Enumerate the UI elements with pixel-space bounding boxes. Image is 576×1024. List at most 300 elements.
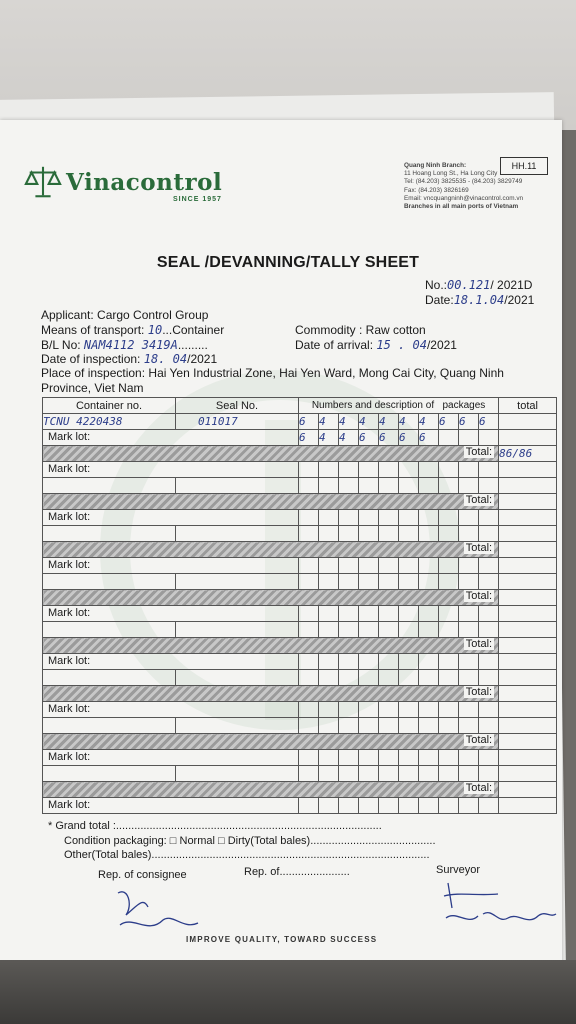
pkg-cell [479, 606, 499, 622]
grand-total: * Grand total :....................................................................................... [48, 820, 382, 832]
branch-line: 11 Hoang Long St., Ha Long City [404, 170, 498, 178]
pkg-cell [399, 462, 419, 478]
pkg-cell [479, 558, 499, 574]
pkg-cell [459, 430, 479, 446]
total-bar [43, 590, 499, 606]
surveyor-signature [438, 878, 558, 938]
col-packages-word: packages [442, 400, 486, 411]
pkg-cell [499, 574, 557, 590]
total-value [499, 590, 557, 606]
pkg-cell [399, 478, 419, 494]
pkg-cell [459, 750, 479, 766]
pkg-cell [499, 670, 557, 686]
pkg-cell [319, 654, 339, 670]
total-bar [43, 686, 499, 702]
empty-cell [43, 718, 176, 734]
table-row [43, 414, 557, 430]
empty-cell [176, 478, 299, 494]
pkg-cell [419, 510, 439, 526]
empty-cell [43, 766, 176, 782]
pkg-cell: 6 [439, 414, 459, 430]
pkg-cell [459, 574, 479, 590]
pkg-cell [379, 750, 399, 766]
arrival-label: Date of arrival: [295, 338, 374, 352]
pkg-cell [359, 798, 379, 814]
inspection-label: Date of inspection: [41, 352, 141, 366]
total-value [499, 686, 557, 702]
total-value [499, 638, 557, 654]
pkg-cell: 4 [399, 414, 419, 430]
pkg-cell [319, 606, 339, 622]
pkg-cell [439, 478, 459, 494]
pkg-cell [459, 510, 479, 526]
mark-lot-cell [43, 798, 299, 814]
pkg-cell [439, 654, 459, 670]
total-label: Total: [465, 734, 493, 746]
pkg-cell [439, 798, 459, 814]
pkg-cell [319, 798, 339, 814]
pkg-cell [499, 702, 557, 718]
mark-lot-label: Mark lot: [48, 799, 91, 811]
brand-since: SINCE 1957 [173, 196, 222, 203]
pkg-cell [419, 654, 439, 670]
pkg-cell [399, 750, 419, 766]
seal-number: 011017 [176, 414, 299, 430]
pkg-cell [479, 798, 499, 814]
pkg-cell [359, 574, 379, 590]
pkg-cell [379, 766, 399, 782]
arrival-value: 15 . 04 [376, 338, 427, 352]
total-row [43, 542, 557, 558]
pkg-cell [479, 702, 499, 718]
empty-cell [176, 766, 299, 782]
pkg-cell [439, 558, 459, 574]
pkg-cell [499, 766, 557, 782]
total-bar [43, 494, 499, 510]
table-row [43, 606, 557, 622]
pkg-cell [299, 574, 319, 590]
pkg-cell [499, 510, 557, 526]
total-value [499, 542, 557, 558]
arrival-date [295, 338, 457, 352]
empty-cell [43, 622, 176, 638]
mark-lot-label: Mark lot: [48, 655, 91, 667]
table-row [43, 750, 557, 766]
pkg-cell [459, 766, 479, 782]
pkg-cell [399, 526, 419, 542]
pkg-cell [339, 606, 359, 622]
pkg-cell [359, 750, 379, 766]
pkg-cell [339, 558, 359, 574]
inspection-value: 18. 04 [143, 352, 188, 366]
container-number: TCNU 4220438 [43, 414, 176, 430]
slogan: IMPROVE QUALITY, TOWARD SUCCESS [186, 935, 378, 944]
pkg-cell [459, 654, 479, 670]
pkg-cell [459, 606, 479, 622]
sheet-number [425, 278, 532, 292]
pkg-cell: 6 [359, 430, 379, 446]
pkg-cell: 4 [319, 430, 339, 446]
pkg-cell [339, 622, 359, 638]
pkg-cell [299, 750, 319, 766]
mark-lot-label: Mark lot: [48, 511, 91, 523]
total-value [499, 782, 557, 798]
pkg-cell [339, 510, 359, 526]
pkg-cell [339, 718, 359, 734]
mark-lot-cell [43, 462, 299, 478]
mark-lot-cell [43, 430, 299, 446]
total-row [43, 494, 557, 510]
pkg-cell [299, 766, 319, 782]
pkg-cell [359, 702, 379, 718]
transport-value: 10 [147, 323, 163, 337]
pkg-cell [459, 798, 479, 814]
pkg-cell [479, 478, 499, 494]
pkg-cell [419, 750, 439, 766]
pkg-cell [299, 718, 319, 734]
pkg-cell [299, 702, 319, 718]
pkg-cell [459, 558, 479, 574]
empty-cell [176, 718, 299, 734]
total-label: Total: [465, 590, 493, 602]
col-container: Container no. [43, 398, 176, 414]
mark-lot-label: Mark lot: [48, 431, 91, 443]
total-label: Total: [465, 686, 493, 698]
empty-cell [43, 670, 176, 686]
consignee-signature [108, 885, 203, 940]
pkg-cell [459, 462, 479, 478]
total-cell [499, 414, 557, 430]
pkg-cell [379, 526, 399, 542]
sheet-date-label: Date: [425, 293, 454, 307]
pkg-cell [359, 654, 379, 670]
transport [41, 323, 224, 337]
pkg-cell [359, 526, 379, 542]
pkg-cell [479, 510, 499, 526]
pkg-cell [419, 670, 439, 686]
table-row [43, 718, 557, 734]
pkg-cell [339, 750, 359, 766]
empty-blocks [43, 462, 557, 814]
pkg-cell [419, 622, 439, 638]
pkg-cell [379, 798, 399, 814]
table-row [43, 574, 557, 590]
pkg-cell [299, 462, 319, 478]
pkg-cell [399, 622, 419, 638]
pkg-cell [359, 622, 379, 638]
mark-lot-label: Mark lot: [48, 751, 91, 763]
pkg-cell [359, 766, 379, 782]
total-label: Total: [465, 638, 493, 650]
pkg-cell [479, 718, 499, 734]
pkg-cell [379, 622, 399, 638]
table-row [43, 478, 557, 494]
pkg-cell [319, 478, 339, 494]
pkg-cell [319, 670, 339, 686]
table-row [43, 766, 557, 782]
pkg-cell [439, 430, 459, 446]
pkg-cell [359, 718, 379, 734]
pkg-cell [479, 430, 499, 446]
pkg-cell [419, 798, 439, 814]
table-row [43, 430, 557, 446]
applicant: Applicant: Cargo Control Group [41, 308, 209, 322]
pkg-cell [319, 766, 339, 782]
pkg-cell [339, 766, 359, 782]
pkg-cell [299, 558, 319, 574]
pkg-cell: 4 [339, 430, 359, 446]
total-cell [499, 430, 557, 446]
pkg-cell [379, 654, 399, 670]
surveyor: Surveyor [436, 864, 481, 876]
branch-line: Fax: (84.203) 3826169 [404, 186, 469, 194]
pkg-cell: 6 [379, 430, 399, 446]
total-label: Total: [465, 446, 493, 458]
pkg-cell [499, 622, 557, 638]
pkg-cell [459, 670, 479, 686]
total-bar [43, 542, 499, 558]
branch-line: Tel: (84.203) 3825535 - (84.203) 3829749 [404, 178, 523, 186]
inspection-place: Place of inspection: Hai Yen Industrial Zone, Hai Yen Ward, Mong Cai City, Quang Ninh [41, 366, 504, 380]
pkg-cell [439, 462, 459, 478]
table-row [43, 702, 557, 718]
total-bar [43, 734, 499, 750]
pkg-cell [399, 718, 419, 734]
pkg-cell [399, 654, 419, 670]
pkg-cell [419, 606, 439, 622]
transport-suffix: ...Container [162, 323, 225, 337]
pkg-cell [379, 670, 399, 686]
pkg-cell [339, 670, 359, 686]
pkg-cell [419, 574, 439, 590]
bl-suffix: ......... [177, 338, 208, 352]
pkg-cell [419, 478, 439, 494]
pkg-cell: 6 [459, 414, 479, 430]
tally-table [42, 397, 557, 814]
other-bales: Other(Total bales)........................................................................................... [64, 849, 430, 861]
pkg-cell [399, 670, 419, 686]
condition-packaging: Condition packaging: □ Normal □ Dirty(Total bales)......................................... [64, 835, 436, 847]
inspection-suffix: /2021 [187, 352, 218, 366]
pkg-cell: 4 [339, 414, 359, 430]
pkg-cell [339, 798, 359, 814]
pkg-cell [359, 478, 379, 494]
pkg-cell [379, 702, 399, 718]
inspection-place-2: Province, Viet Nam [41, 381, 144, 395]
pkg-cell [499, 750, 557, 766]
pkg-cell [399, 558, 419, 574]
table-header [43, 398, 557, 414]
mark-lot-cell [43, 606, 299, 622]
mark-lot-cell [43, 558, 299, 574]
pkg-cell [339, 574, 359, 590]
pkg-cell [499, 462, 557, 478]
scales-icon [24, 163, 62, 201]
bl-value: NAM4112 3419A [83, 338, 178, 352]
total-label: Total: [465, 494, 493, 506]
rep-consignee: Rep. of consignee [98, 869, 187, 881]
table-row [43, 462, 557, 478]
pkg-cell [399, 510, 419, 526]
pkg-cell [379, 574, 399, 590]
pkg-cell [439, 766, 459, 782]
pkg-cell [359, 510, 379, 526]
total-row [43, 638, 557, 654]
pkg-cell [439, 670, 459, 686]
pkg-cell [439, 526, 459, 542]
total-value: 86/86 [499, 446, 557, 462]
branch-line: Email: vncquangninh@vinacontrol.com.vn [404, 194, 524, 202]
empty-cell [43, 526, 176, 542]
total-row [43, 446, 557, 462]
table-row [43, 558, 557, 574]
bl-number [41, 338, 208, 352]
pkg-cell [399, 798, 419, 814]
pkg-cell [299, 606, 319, 622]
empty-cell [43, 478, 176, 494]
pkg-cell [499, 478, 557, 494]
pkg-cell [419, 526, 439, 542]
pkg-cell [399, 606, 419, 622]
pkg-cell [359, 462, 379, 478]
pkg-cell [459, 478, 479, 494]
form-code-box: HH.11 [500, 157, 548, 175]
pkg-cell [459, 718, 479, 734]
pkg-cell: 4 [419, 414, 439, 430]
pkg-cell [439, 574, 459, 590]
empty-cell [176, 622, 299, 638]
empty-cell [176, 526, 299, 542]
pkg-cell [339, 462, 359, 478]
pkg-cell [319, 462, 339, 478]
pkg-cell [379, 718, 399, 734]
pkg-cell [379, 606, 399, 622]
pkg-cell [459, 702, 479, 718]
table-row [43, 798, 557, 814]
pkg-cell [439, 606, 459, 622]
mark-lot-cell [43, 654, 299, 670]
pkg-cell: 4 [319, 414, 339, 430]
pkg-cell [319, 718, 339, 734]
pkg-cell [439, 622, 459, 638]
pkg-cell [419, 558, 439, 574]
branch-line: Branches in all main ports of Vietnam [404, 203, 519, 211]
pkg-cell [379, 558, 399, 574]
pkg-cell [479, 526, 499, 542]
pkg-cell [479, 766, 499, 782]
pkg-cell: 6 [299, 430, 319, 446]
pkg-cell [439, 510, 459, 526]
pkg-cell [479, 670, 499, 686]
sheet-number-label: No.: [425, 278, 448, 292]
table-row [43, 526, 557, 542]
sheet-number-suffix: / 2021D [490, 278, 533, 292]
pkg-cell [299, 510, 319, 526]
total-row [43, 686, 557, 702]
total-label: Total: [465, 542, 493, 554]
pkg-cell [499, 654, 557, 670]
mark-lot-label: Mark lot: [48, 703, 91, 715]
col-total: total [499, 398, 557, 414]
pkg-cell [339, 654, 359, 670]
pkg-cell [479, 622, 499, 638]
mark-lot-label: Mark lot: [48, 559, 91, 571]
pkg-cell [419, 766, 439, 782]
pkg-cell: 4 [359, 414, 379, 430]
pkg-cell [379, 462, 399, 478]
pkg-cell [499, 526, 557, 542]
total-row [43, 734, 557, 750]
pkg-cell [479, 574, 499, 590]
mark-lot-cell [43, 750, 299, 766]
sheet-number-value: 00.121 [447, 278, 491, 292]
inspection-date [41, 352, 217, 366]
empty-cell [176, 670, 299, 686]
branch-line: Quang Ninh Branch: [404, 162, 467, 169]
pkg-cell [339, 526, 359, 542]
pkg-cell [339, 478, 359, 494]
transport-label: Means of transport: [41, 323, 145, 337]
table-row [43, 654, 557, 670]
total-bar [43, 446, 499, 462]
pkg-cell [319, 702, 339, 718]
mark-lot-cell [43, 510, 299, 526]
pkg-cell [319, 558, 339, 574]
pkg-cell [319, 574, 339, 590]
col-seal: Seal No. [176, 398, 299, 414]
col-packages [299, 398, 499, 414]
empty-cell [43, 574, 176, 590]
col-packages-text: Numbers and description of [311, 400, 435, 411]
mark-lot-label: Mark lot: [48, 463, 91, 475]
pkg-cell [299, 526, 319, 542]
pkg-cell [319, 526, 339, 542]
brand-name: Vinacontrol [66, 169, 223, 196]
sheet-date-value: 18.1.04 [453, 293, 505, 307]
pkg-cell [299, 478, 319, 494]
total-row [43, 590, 557, 606]
pkg-cell [479, 462, 499, 478]
table-row [43, 510, 557, 526]
total-label: Total: [465, 782, 493, 794]
pkg-cell [499, 718, 557, 734]
pkg-cell [419, 462, 439, 478]
rep-of: Rep. of....................... [244, 866, 350, 878]
bl-label: B/L No: [41, 338, 81, 352]
pkg-cell [439, 702, 459, 718]
pkg-cell [399, 766, 419, 782]
sheet-date-suffix: /2021 [504, 293, 535, 307]
pkg-cell [299, 670, 319, 686]
pkg-cell [319, 510, 339, 526]
background-bottom [0, 960, 576, 1024]
pkg-cell [319, 622, 339, 638]
pkg-cell: 6 [299, 414, 319, 430]
pkg-cell: 6 [399, 430, 419, 446]
mark-lot-label: Mark lot: [48, 607, 91, 619]
pkg-cell [499, 558, 557, 574]
pkg-cell [479, 750, 499, 766]
pkg-cell: 6 [479, 414, 499, 430]
pkg-cell [359, 606, 379, 622]
arrival-suffix: /2021 [426, 338, 457, 352]
pkg-cell [419, 702, 439, 718]
pkg-cell [499, 798, 557, 814]
total-bar [43, 638, 499, 654]
pkg-cell [399, 574, 419, 590]
pkg-cell [359, 558, 379, 574]
total-value [499, 734, 557, 750]
